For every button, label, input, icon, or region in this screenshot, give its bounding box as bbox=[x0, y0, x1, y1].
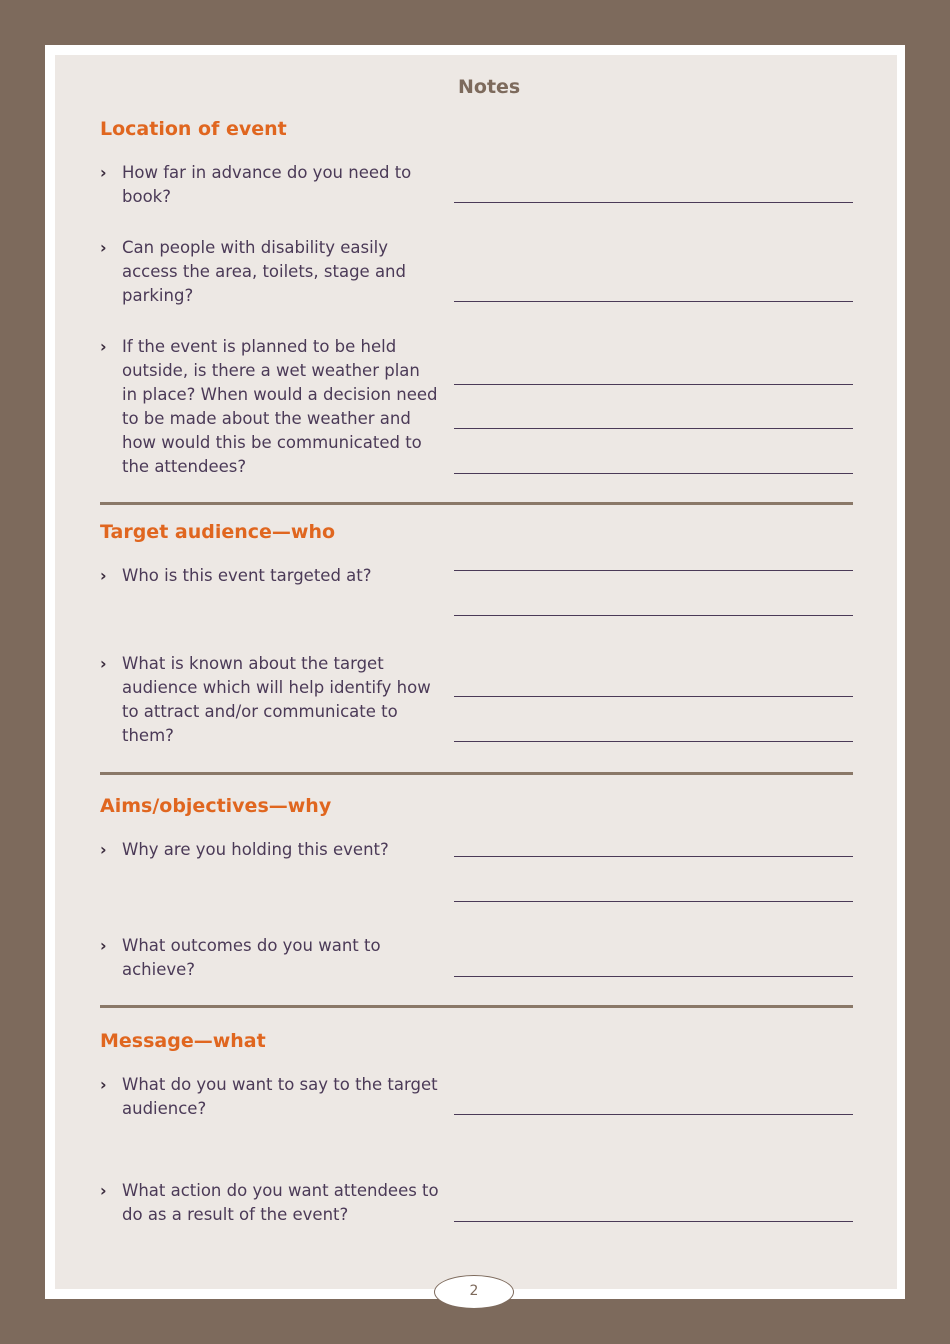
notes-line[interactable] bbox=[454, 301, 853, 302]
chevron-right-icon: › bbox=[100, 337, 107, 356]
notes-line[interactable] bbox=[454, 615, 853, 616]
question-item bbox=[100, 1179, 440, 1227]
question-item bbox=[100, 161, 440, 209]
notes-line[interactable] bbox=[454, 1221, 853, 1222]
notes-line[interactable] bbox=[454, 428, 853, 429]
chevron-right-icon: › bbox=[100, 1075, 107, 1094]
question-item bbox=[100, 335, 440, 479]
question-item bbox=[100, 934, 440, 982]
question-text: How far in advance do you need to book? bbox=[122, 163, 412, 206]
question-text: Why are you holding this event? bbox=[122, 840, 389, 859]
chevron-right-icon: › bbox=[100, 566, 107, 585]
question-item bbox=[100, 236, 440, 308]
notes-line[interactable] bbox=[454, 901, 853, 902]
notes-line[interactable] bbox=[454, 976, 853, 977]
question-text: What action do you want attendees to do as a result of the event? bbox=[122, 1181, 439, 1224]
notes-line[interactable] bbox=[454, 741, 853, 742]
section-divider bbox=[100, 772, 853, 775]
chevron-right-icon: › bbox=[100, 840, 107, 859]
chevron-right-icon: › bbox=[100, 163, 107, 182]
question-text: Can people with disability easily access the area, toilets, stage and parking? bbox=[122, 238, 406, 305]
section-title-message: Message—what bbox=[100, 1030, 266, 1052]
chevron-right-icon: › bbox=[100, 1181, 107, 1200]
question-text: If the event is planned to be held outside, is there a wet weather plan in place? When would a decision need to be made about the weather and how would this be communicated to the attendees? bbox=[122, 337, 438, 476]
chevron-right-icon: › bbox=[100, 654, 107, 673]
notes-heading: Notes bbox=[458, 76, 521, 98]
notes-line[interactable] bbox=[454, 384, 853, 385]
notes-line[interactable] bbox=[454, 473, 853, 474]
section-title-audience: Target audience—who bbox=[100, 521, 336, 543]
section-divider bbox=[100, 1005, 853, 1008]
page-number: 2 bbox=[434, 1275, 514, 1309]
notes-line[interactable] bbox=[454, 856, 853, 857]
question-text: What is known about the target audience which will help identify how to attract and/or communicate to them? bbox=[122, 654, 431, 745]
notes-line[interactable] bbox=[454, 696, 853, 697]
chevron-right-icon: › bbox=[100, 936, 107, 955]
question-text: Who is this event targeted at? bbox=[122, 566, 372, 585]
question-text: What outcomes do you want to achieve? bbox=[122, 936, 381, 979]
section-title-aims: Aims/objectives—why bbox=[100, 795, 332, 817]
question-item bbox=[100, 564, 440, 588]
question-item bbox=[100, 1073, 440, 1121]
notes-line[interactable] bbox=[454, 202, 853, 203]
question-item bbox=[100, 652, 440, 748]
section-divider bbox=[100, 502, 853, 505]
chevron-right-icon: › bbox=[100, 238, 107, 257]
section-title-location: Location of event bbox=[100, 118, 287, 140]
question-text: What do you want to say to the target audience? bbox=[122, 1075, 438, 1118]
question-item bbox=[100, 838, 440, 862]
notes-line[interactable] bbox=[454, 1114, 853, 1115]
notes-line[interactable] bbox=[454, 570, 853, 571]
